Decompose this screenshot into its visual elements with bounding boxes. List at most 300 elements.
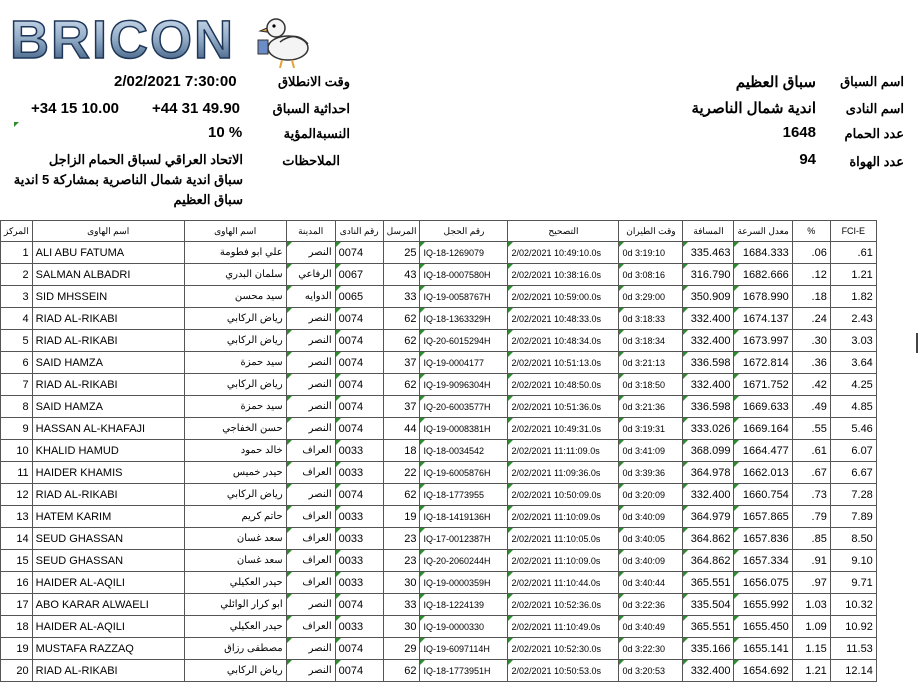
cell-club-number (335, 484, 383, 506)
column-header-club-number: رقم النادى (335, 221, 383, 242)
cell-ring-number-text: IQ-19-0000330 (423, 621, 484, 632)
cell-rank-text: 20 (16, 664, 29, 677)
cell-rank-text: 13 (16, 510, 29, 523)
table-row[interactable] (1, 374, 877, 396)
cell-ring-number (420, 528, 508, 550)
cell-city-text: النصر (308, 489, 332, 500)
cell-arabic-name (184, 572, 286, 594)
cell-distance-text: 332.400 (690, 664, 731, 677)
cell-english-name (32, 374, 184, 396)
cell-marker-icon (508, 286, 513, 291)
cell-english-name-text: SID MHSSEIN (35, 290, 108, 303)
cell-marker-icon (683, 264, 688, 269)
cell-marker-icon (619, 418, 624, 423)
cell-marker-icon (508, 528, 513, 533)
cell-city-text: النصر (308, 401, 332, 412)
cell-city-text: النصر (308, 599, 332, 610)
cell-city-text: الرفاعي (298, 269, 332, 280)
table-row[interactable] (1, 418, 877, 440)
column-header-city: المدينة (286, 221, 335, 242)
cell-marker-icon (619, 286, 624, 291)
cell-marker-icon (734, 418, 739, 423)
cell-marker-icon (683, 286, 688, 291)
cell-club-number-text: 0033 (338, 554, 364, 567)
cell-fci-e-text: 4.85 (851, 400, 873, 413)
cell-rank (1, 550, 33, 572)
cell-club-number-text: 0074 (338, 400, 364, 413)
cell-speed (734, 352, 792, 374)
cell-club-number-text: 0033 (338, 444, 364, 457)
cell-city (286, 638, 335, 660)
cell-arabic-name-text: سعد غسان (236, 555, 283, 566)
cell-ring-number-text: IQ-18-0034542 (423, 445, 484, 456)
cell-marker-icon (287, 660, 292, 665)
cell-arabic-name (184, 484, 286, 506)
column-header-fci-e: FCI-E (830, 221, 876, 242)
cell-english-name (32, 396, 184, 418)
cell-flight-time (619, 484, 683, 506)
cell-flight-time (619, 638, 683, 660)
cell-sender-text: 44 (404, 422, 417, 435)
cell-speed (734, 484, 792, 506)
cell-city (286, 550, 335, 572)
cell-flight-time-text: 0d 3:22:30 (622, 643, 665, 654)
table-row[interactable] (1, 506, 877, 528)
cell-arabic-name-text: سيد محسن (234, 291, 283, 302)
cell-correction (508, 330, 619, 352)
cell-club-number-text: 0033 (338, 532, 364, 545)
cell-club-number-text: 0065 (338, 290, 364, 303)
cell-flight-time-text: 0d 3:29:00 (622, 291, 665, 302)
cell-english-name-text: SAID HAMZA (35, 400, 103, 413)
table-row[interactable] (1, 396, 877, 418)
cell-english-name (32, 528, 184, 550)
cell-club-number-text: 0074 (338, 378, 364, 391)
cell-city (286, 440, 335, 462)
cell-distance-text: 335.166 (690, 642, 731, 655)
cell-flight-time-text: 0d 3:18:50 (622, 379, 665, 390)
cell-correction-text: 2/02/2021 10:49:31.0s (511, 423, 602, 434)
notes-line-3: سباق العظيم (173, 192, 243, 207)
cell-arabic-name (184, 242, 286, 264)
cell-marker-icon (420, 528, 425, 533)
fanciers-count-label: عدد الهواة (849, 154, 904, 169)
cell-marker-icon (683, 440, 688, 445)
table-row[interactable] (1, 660, 877, 682)
cell-marker-icon (336, 418, 341, 423)
table-row[interactable] (1, 594, 877, 616)
cell-marker-icon (508, 440, 513, 445)
cell-fci-e-text: 6.07 (851, 444, 873, 457)
cell-english-name-text: HASSAN AL-KHAFAJI (35, 422, 146, 435)
cell-distance-text: 364.979 (690, 510, 731, 523)
cell-distance-text: 333.026 (690, 422, 731, 435)
cell-marker-icon (619, 352, 624, 357)
cell-flight-time-text: 0d 3:19:31 (622, 423, 665, 434)
cell-rank-text: 4 (22, 312, 29, 325)
cell-fci-e-text: 5.46 (851, 422, 873, 435)
cell-marker-icon (683, 308, 688, 313)
cell-flight-time (619, 462, 683, 484)
cell-flight-time-text: 0d 3:40:49 (622, 621, 665, 632)
cell-fci-e-text: 11.53 (846, 642, 873, 655)
race-name: سباق العظيم (735, 74, 816, 91)
cell-speed (734, 660, 792, 682)
cell-distance-text: 335.504 (690, 598, 731, 611)
cell-fci-e (830, 660, 876, 682)
table-row[interactable] (1, 572, 877, 594)
race-name-label: اسم السباق (840, 74, 904, 89)
cell-club-number (335, 550, 383, 572)
cell-marker-icon (734, 550, 739, 555)
column-header-speed: معدل السرعة (734, 221, 792, 242)
cell-club-number (335, 528, 383, 550)
cell-percent (792, 506, 830, 528)
cell-distance (683, 440, 734, 462)
cell-marker-icon (619, 308, 624, 313)
cell-flight-time (619, 660, 683, 682)
cell-sender (383, 396, 420, 418)
cell-marker-icon (420, 462, 425, 467)
cell-rank-text: 18 (16, 620, 29, 633)
cell-correction (508, 616, 619, 638)
cell-speed-text: 1684.333 (742, 246, 789, 259)
cell-fci-e (830, 550, 876, 572)
cell-speed-text: 1674.137 (742, 312, 789, 325)
cell-rank (1, 572, 33, 594)
cell-distance-text: 364.862 (690, 532, 731, 545)
cell-percent (792, 418, 830, 440)
cell-arabic-name (184, 396, 286, 418)
cell-marker-icon (287, 418, 292, 423)
cell-arabic-name (184, 528, 286, 550)
cell-fci-e (830, 616, 876, 638)
cell-fci-e-text: 9.71 (851, 576, 873, 589)
cell-city-text: الدوايه (304, 291, 332, 302)
cell-distance (683, 264, 734, 286)
cell-marker-icon (508, 374, 513, 379)
pigeons-count-label: عدد الحمام (844, 126, 904, 141)
cell-marker-icon (683, 660, 688, 665)
cell-correction-text: 2/02/2021 10:50:09.0s (511, 489, 602, 500)
cell-distance-text: 336.598 (690, 400, 731, 413)
cell-distance-text: 364.978 (690, 466, 731, 479)
cell-ring-number (420, 352, 508, 374)
cell-sender (383, 506, 420, 528)
cell-rank (1, 484, 33, 506)
coordinate-north: +34 15 10.00 (31, 100, 120, 117)
cell-city-text: العراف (302, 533, 332, 544)
cell-rank-text: 15 (16, 554, 29, 567)
cell-club-number (335, 418, 383, 440)
cell-city (286, 506, 335, 528)
cell-rank-text: 11 (17, 466, 29, 479)
pigeon-mascot-icon (258, 19, 308, 68)
cell-fci-e (830, 484, 876, 506)
cell-english-name-text: SALMAN ALBADRI (35, 268, 131, 281)
column-header-flight-time: وقت الطيران (619, 221, 683, 242)
cell-city-text: النصر (308, 379, 332, 390)
cell-ring-number-text: IQ-18-0007580H (423, 269, 491, 280)
cell-rank (1, 396, 33, 418)
cell-marker-icon (619, 550, 624, 555)
cell-flight-time (619, 396, 683, 418)
cell-english-name-text: HAIDER AL-AQILI (35, 620, 125, 633)
cell-distance-text: 335.463 (690, 246, 731, 259)
cell-arabic-name-text: رياض الركابي (226, 665, 283, 676)
cell-club-number-text: 0033 (338, 576, 364, 589)
cell-arabic-name (184, 286, 286, 308)
column-header-percent: % (792, 221, 830, 242)
cell-marker-icon (683, 528, 688, 533)
cell-city (286, 616, 335, 638)
cell-club-number (335, 616, 383, 638)
cell-marker-icon (619, 594, 624, 599)
cell-marker-icon (420, 616, 425, 621)
cell-english-name (32, 242, 184, 264)
cell-english-name (32, 616, 184, 638)
cell-correction-text: 2/02/2021 11:10:44.0s (511, 577, 601, 588)
cell-percent (792, 638, 830, 660)
cell-ring-number (420, 286, 508, 308)
cell-distance (683, 374, 734, 396)
cell-marker-icon (287, 396, 292, 401)
cell-distance-text: 336.598 (690, 356, 731, 369)
cell-sender-text: 23 (404, 554, 417, 567)
cell-speed (734, 418, 792, 440)
cell-percent (792, 308, 830, 330)
cell-ring-number-text: IQ-18-1773951H (423, 665, 491, 676)
cell-percent (792, 330, 830, 352)
cell-marker-icon (734, 528, 739, 533)
cell-marker-icon (734, 462, 739, 467)
cell-rank (1, 308, 33, 330)
cell-rank-text: 7 (22, 378, 29, 391)
cell-marker-icon (420, 286, 425, 291)
cell-marker-icon (287, 374, 292, 379)
cell-distance (683, 308, 734, 330)
cell-ring-number (420, 594, 508, 616)
cell-sender (383, 572, 420, 594)
table-row[interactable] (1, 528, 877, 550)
cell-city-text: النصر (308, 247, 332, 258)
cell-city (286, 462, 335, 484)
cell-rank-text: 1 (22, 246, 29, 259)
cell-speed (734, 616, 792, 638)
cell-marker-icon (420, 484, 425, 489)
cell-percent (792, 572, 830, 594)
cell-rank-text: 9 (22, 422, 29, 435)
cell-fci-e (830, 396, 876, 418)
cell-club-number (335, 330, 383, 352)
cell-marker-icon (619, 396, 624, 401)
cell-marker-icon (336, 286, 341, 291)
cell-city (286, 352, 335, 374)
table-row[interactable] (1, 616, 877, 638)
cell-fci-e-text: 6.67 (851, 466, 873, 479)
cell-english-name (32, 638, 184, 660)
cell-sender (383, 638, 420, 660)
cell-marker-icon (287, 440, 292, 445)
cell-percent (792, 550, 830, 572)
cell-ring-number-text: IQ-19-0008381H (423, 423, 491, 434)
cell-marker-icon (336, 638, 341, 643)
cell-distance (683, 616, 734, 638)
cell-marker-icon (420, 308, 425, 313)
cell-flight-time-text: 0d 3:40:05 (622, 533, 665, 544)
cell-rank (1, 418, 33, 440)
table-row[interactable] (1, 440, 877, 462)
cell-percent-text: .42 (811, 378, 827, 391)
cell-sender (383, 484, 420, 506)
cell-marker-icon (287, 550, 292, 555)
cell-rank (1, 264, 33, 286)
cell-marker-icon (734, 396, 739, 401)
cell-fci-e-text: 10.92 (845, 620, 873, 633)
cell-ring-number (420, 330, 508, 352)
cell-sender-text: 37 (404, 400, 417, 413)
cell-city (286, 330, 335, 352)
cell-english-name-text: RIAD AL-RIKABI (35, 664, 118, 677)
table-row[interactable] (1, 462, 877, 484)
cell-distance-text: 332.400 (690, 378, 731, 391)
cell-percent-text: 1.21 (805, 664, 827, 677)
cell-english-name (32, 330, 184, 352)
cell-english-name-text: SEUD GHASSAN (35, 532, 124, 545)
cell-english-name (32, 462, 184, 484)
cell-rank (1, 506, 33, 528)
percent-label: النسبةالمؤية (283, 126, 350, 141)
cell-english-name-text: ABO KARAR ALWAELI (35, 598, 149, 611)
cell-flight-time (619, 374, 683, 396)
cell-arabic-name (184, 308, 286, 330)
table-row[interactable] (1, 638, 877, 660)
cell-marker-icon (734, 638, 739, 643)
cell-speed-text: 1664.477 (742, 444, 789, 457)
cell-distance-text: 332.400 (690, 488, 731, 501)
cell-ring-number (420, 462, 508, 484)
cell-marker-icon (420, 572, 425, 577)
table-row[interactable] (1, 264, 877, 286)
cell-speed (734, 550, 792, 572)
cell-percent-text: .85 (811, 532, 827, 545)
cell-distance-text: 332.400 (690, 312, 731, 325)
cell-correction-text: 2/02/2021 10:48:33.0s (511, 313, 602, 324)
cell-city-text: العراف (302, 445, 332, 456)
table-row[interactable] (1, 550, 877, 572)
cell-ring-number-text: IQ-19-6097114H (423, 643, 490, 654)
cell-sender (383, 308, 420, 330)
cell-marker-icon (683, 484, 688, 489)
cell-marker-icon (336, 484, 341, 489)
cell-ring-number-text: IQ-19-0058767H (423, 291, 491, 302)
cell-sender (383, 660, 420, 682)
cell-fci-e (830, 242, 876, 264)
column-header-rank: المركز (1, 221, 33, 242)
cell-speed (734, 440, 792, 462)
cell-ring-number-text: IQ-18-1773955 (423, 489, 484, 500)
cell-distance (683, 550, 734, 572)
cell-fci-e (830, 440, 876, 462)
cell-marker-icon (508, 418, 513, 423)
cell-fci-e (830, 352, 876, 374)
cell-city-text: النصر (308, 423, 332, 434)
cell-marker-icon (619, 440, 624, 445)
cell-sender (383, 330, 420, 352)
cell-percent-text: .55 (811, 422, 827, 435)
cell-marker-icon (619, 638, 624, 643)
cell-correction-text: 2/02/2021 11:09:36.0s (511, 467, 601, 478)
cell-fci-e (830, 462, 876, 484)
cell-club-number (335, 286, 383, 308)
cell-marker-icon (619, 330, 624, 335)
cell-marker-icon (508, 242, 513, 247)
cell-marker-icon (683, 550, 688, 555)
table-row[interactable] (1, 484, 877, 506)
cell-marker-icon (287, 462, 292, 467)
cell-percent-text: .06 (811, 246, 827, 259)
cell-speed-text: 1660.754 (742, 488, 789, 501)
cell-rank (1, 616, 33, 638)
cell-marker-icon (683, 242, 688, 247)
cell-correction (508, 374, 619, 396)
cell-speed (734, 594, 792, 616)
cell-marker-icon (683, 374, 688, 379)
cell-correction (508, 638, 619, 660)
table-row[interactable] (1, 308, 877, 330)
cell-percent (792, 462, 830, 484)
table-row[interactable] (1, 242, 877, 264)
table-row[interactable] (1, 352, 877, 374)
cell-marker-icon (619, 462, 624, 467)
cell-marker-icon (734, 374, 739, 379)
cell-ring-number (420, 638, 508, 660)
cell-english-name (32, 352, 184, 374)
cell-correction-text: 2/02/2021 10:52:30.0s (511, 643, 602, 654)
cell-correction (508, 572, 619, 594)
cell-city-text: العراف (302, 621, 332, 632)
cell-correction (508, 528, 619, 550)
cell-percent (792, 396, 830, 418)
cell-marker-icon (734, 308, 739, 313)
cell-distance-text: 368.099 (690, 444, 731, 457)
cell-correction-text: 2/02/2021 10:50:53.0s (511, 665, 602, 676)
cell-flight-time-text: 0d 3:40:09 (622, 511, 665, 522)
cell-english-name (32, 418, 184, 440)
cell-flight-time (619, 286, 683, 308)
cell-marker-icon (508, 308, 513, 313)
cell-club-number-text: 0074 (338, 334, 364, 347)
cell-sender (383, 440, 420, 462)
cell-english-name-text: ALI ABU FATUMA (35, 246, 125, 259)
cell-arabic-name (184, 616, 286, 638)
cell-city-text: العراف (302, 555, 332, 566)
cell-english-name (32, 286, 184, 308)
cell-flight-time (619, 418, 683, 440)
cell-club-number-text: 0033 (338, 620, 364, 633)
cell-city (286, 484, 335, 506)
cell-marker-icon (508, 616, 513, 621)
cell-speed (734, 638, 792, 660)
cell-percent (792, 374, 830, 396)
cell-distance (683, 506, 734, 528)
cell-ring-number-text: IQ-20-2060244H (423, 555, 491, 566)
cell-marker-icon (336, 528, 341, 533)
notes-line-2: سباق اندية شمال الناصرية بمشاركة 5 اندية (13, 172, 243, 187)
cell-flight-time (619, 616, 683, 638)
table-row[interactable] (1, 330, 877, 352)
table-row[interactable] (1, 286, 877, 308)
